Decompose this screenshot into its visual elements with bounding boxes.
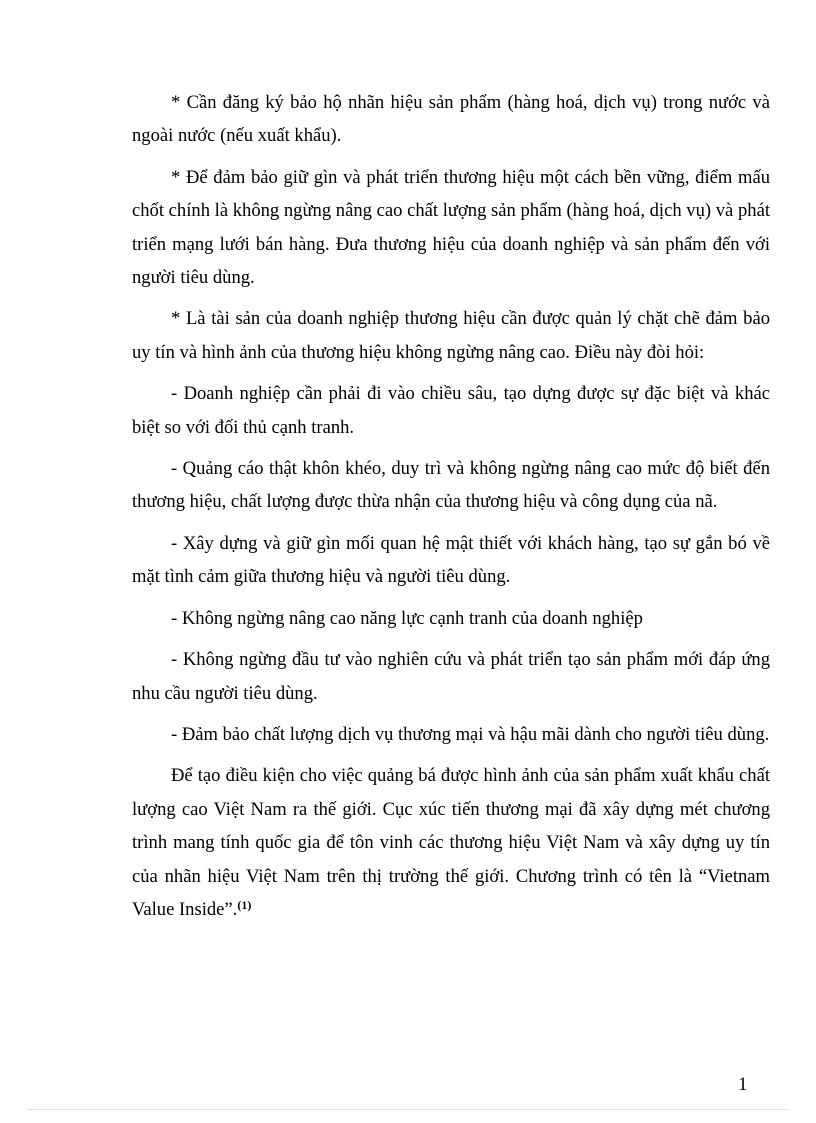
list-item: - Doanh nghiệp cần phải đi vào chiều sâu, tạo dựng được sự đặc biệt và khác biệt so với đối thủ cạnh tranh. xyxy=(132,383,770,438)
list-item: - Không ngừng nâng cao năng lực cạnh tranh của doanh nghiệp xyxy=(171,607,643,629)
paragraph-vietnam-value-inside xyxy=(132,759,770,926)
page-number: 1 xyxy=(738,1074,748,1095)
footnote-marker: (1) xyxy=(237,897,252,912)
list-item: - Đảm bảo chất lượng dịch vụ thương mại và hậu mãi dành cho người tiêu dùng. xyxy=(171,723,770,745)
paragraph-trademark-registration: * Cần đăng ký bảo hộ nhãn hiệu sản phẩm (hàng hoá, dịch vụ) trong nước và ngoài nước (nếu xuất khẩu). xyxy=(132,92,770,147)
list-item: - Xây dựng và giữ gìn mối quan hệ mật thiết với khách hàng, tạo sự gắn bó về mặt tình cảm giữa thương hiệu và người tiêu dùng. xyxy=(132,532,770,588)
footer-divider xyxy=(28,1109,788,1110)
paragraph-brand-management: * Là tài sản của doanh nghiệp thương hiệu cần được quản lý chặt chẽ đảm bảo uy tín và hình ảnh của thương hiệu không ngừng nâng cao. Điều này đòi hỏi: xyxy=(132,308,770,363)
paragraph-text: Để tạo điều kiện cho việc quảng bá được hình ảnh của sản phẩm xuất khẩu chất lượng cao Việt Nam ra thế giới. Cục xúc tiến thương mại đã xây dựng mét chương trình mang tính quốc gia để tôn vinh các thương hiệu Việt Nam và xây dựng uy tín của nhãn hiệu Việt Nam trên thị trường thế giới. Chương trình có tên là “Vietnam Value Inside”. xyxy=(132,765,770,920)
body-text xyxy=(132,86,770,934)
list-item: - Quảng cáo thật khôn khéo, duy trì và không ngừng nâng cao mức độ biết đến thương hiệu, chất lượng được thừa nhận của thương hiệu và công dụng của nã. xyxy=(132,458,770,513)
paragraph-brand-development: * Để đảm bảo giữ gìn và phát triển thương hiệu một cách bền vững, điểm mấu chốt chính là không ngừng nâng cao chất lượng sản phẩm (hàng hoá, dịch vụ) và phát triển mạng lưới bán hàng. Đưa thương hiệu của doanh nghiệp và sản phẩm đến với người tiêu dùng. xyxy=(132,166,770,289)
list-item: - Không ngừng đầu tư vào nghiên cứu và phát triển tạo sản phẩm mới đáp ứng nhu cầu người tiêu dùng. xyxy=(132,649,770,704)
